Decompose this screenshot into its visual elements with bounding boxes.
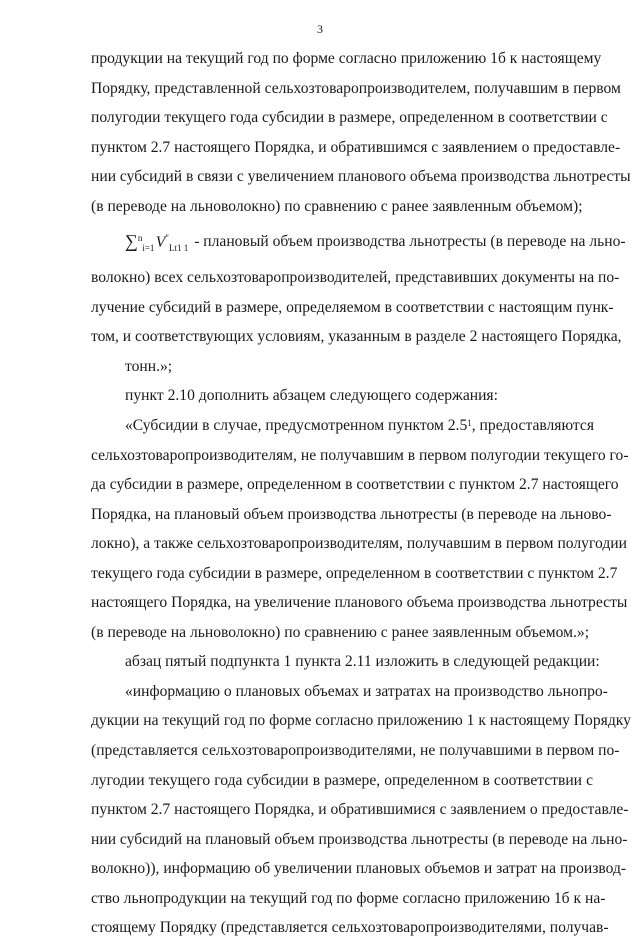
- text-line: (в переводе на льноволокно) по сравнению с ранее заявленным объемом);: [91, 197, 583, 215]
- text-line: нии субсидий на плановый объем производства льнотресты (в переводе на льно-: [91, 830, 628, 848]
- paragraph-continuation: [91, 44, 631, 221]
- text-line: волокно) всех сельхозтоваропроизводителей, представивших документы на по-: [91, 269, 620, 287]
- formula-description: - плановый объем производства льнотресты (в переводе на льно-: [194, 233, 626, 251]
- text-line: «информацию о плановых объемах и затратах на производство льнопро-: [125, 682, 608, 700]
- paragraph-2-10: пункт 2.10 дополнить абзацем следующего содержания:: [125, 387, 498, 405]
- text-line: (представляется сельхозтоваропроизводителями, не получавшими в первом по-: [91, 742, 620, 760]
- text-line: да субсидии в размере, определенном в соответствии с пунктом 2.7 настоящего: [91, 476, 619, 494]
- paragraph-2-11: абзац пятый подпункта 1 пункта 2.11 изложить в следующей редакции:: [125, 653, 600, 671]
- text-line: стоящему Порядку (представляется сельхозтоваропроизводителями, получав-: [91, 919, 609, 937]
- text-line: локно), а также сельхозтоваропроизводителям, получавшим в первом полугодии: [91, 535, 627, 553]
- formula-definition: [91, 221, 626, 381]
- quoted-paragraph-information: [91, 677, 631, 943]
- text-line: (в переводе на льноволокно) по сравнению с ранее заявленным объемом.»;: [91, 623, 590, 641]
- page-number: 3: [317, 22, 323, 36]
- text-line: пунктом 2.7 настоящего Порядка, и обратившимися с заявлением о предоставле-: [91, 801, 629, 819]
- text-line: сельхозтоваропроизводителям, не получавшим в первом полугодии текущего го-: [91, 446, 629, 464]
- text-line: волокно)), информацию об увеличении плановых объемов и затрат на производ-: [91, 860, 627, 878]
- text-line: лучение субсидий в размере, определяемом в соответствии с настоящим пунк-: [91, 298, 614, 316]
- sum-formula: ∑$^n_{i=1}$ $V^"_{Lt1 1}$: [125, 231, 189, 254]
- formula-line: [91, 221, 626, 263]
- text-line: продукции на текущий год по форме согласно приложению 1б к настоящему: [91, 50, 602, 67]
- document-body: [91, 44, 631, 943]
- text-line: нии субсидий в связи с увеличением планового объема производства льнотресты: [91, 168, 631, 186]
- text-line: дукции на текущий год по форме согласно приложению 1 к настоящему Порядку: [91, 712, 631, 730]
- text-line: Порядка, на плановый объем производства льнотресты (в переводе на льново-: [91, 505, 612, 523]
- text-line: «Субсидии в случае, предусмотренном пунктом $2.5^1$, предоставляются: [125, 417, 595, 435]
- text-line: том, и соответствующих условиям, указанным в разделе 2 настоящего Порядка,: [91, 328, 622, 346]
- text-line: текущего года субсидии в размере, определенном в соответствии с пунктом 2.7: [91, 564, 618, 582]
- text-line: тонн.»;: [125, 357, 173, 375]
- text-line: лугодии текущего года субсидии в размере, определенном в соответствии с: [91, 771, 593, 789]
- quoted-paragraph-subsidies: [91, 411, 629, 647]
- text-line: настоящего Порядка, на увеличение планового объема производства льнотресты: [91, 594, 628, 612]
- text-line: пунктом 2.7 настоящего Порядка, и обратившимся с заявлением о предоставле-: [91, 138, 621, 156]
- text-line: ство льнопродукции на текущий год по форме согласно приложению 1б к на-: [91, 889, 606, 907]
- text-line: полугодии текущего года субсидии в размере, определенном в соответствии с: [91, 109, 608, 127]
- text-line: Порядку, представленной сельхозтоваропроизводителем, получавшим в первом: [91, 79, 621, 97]
